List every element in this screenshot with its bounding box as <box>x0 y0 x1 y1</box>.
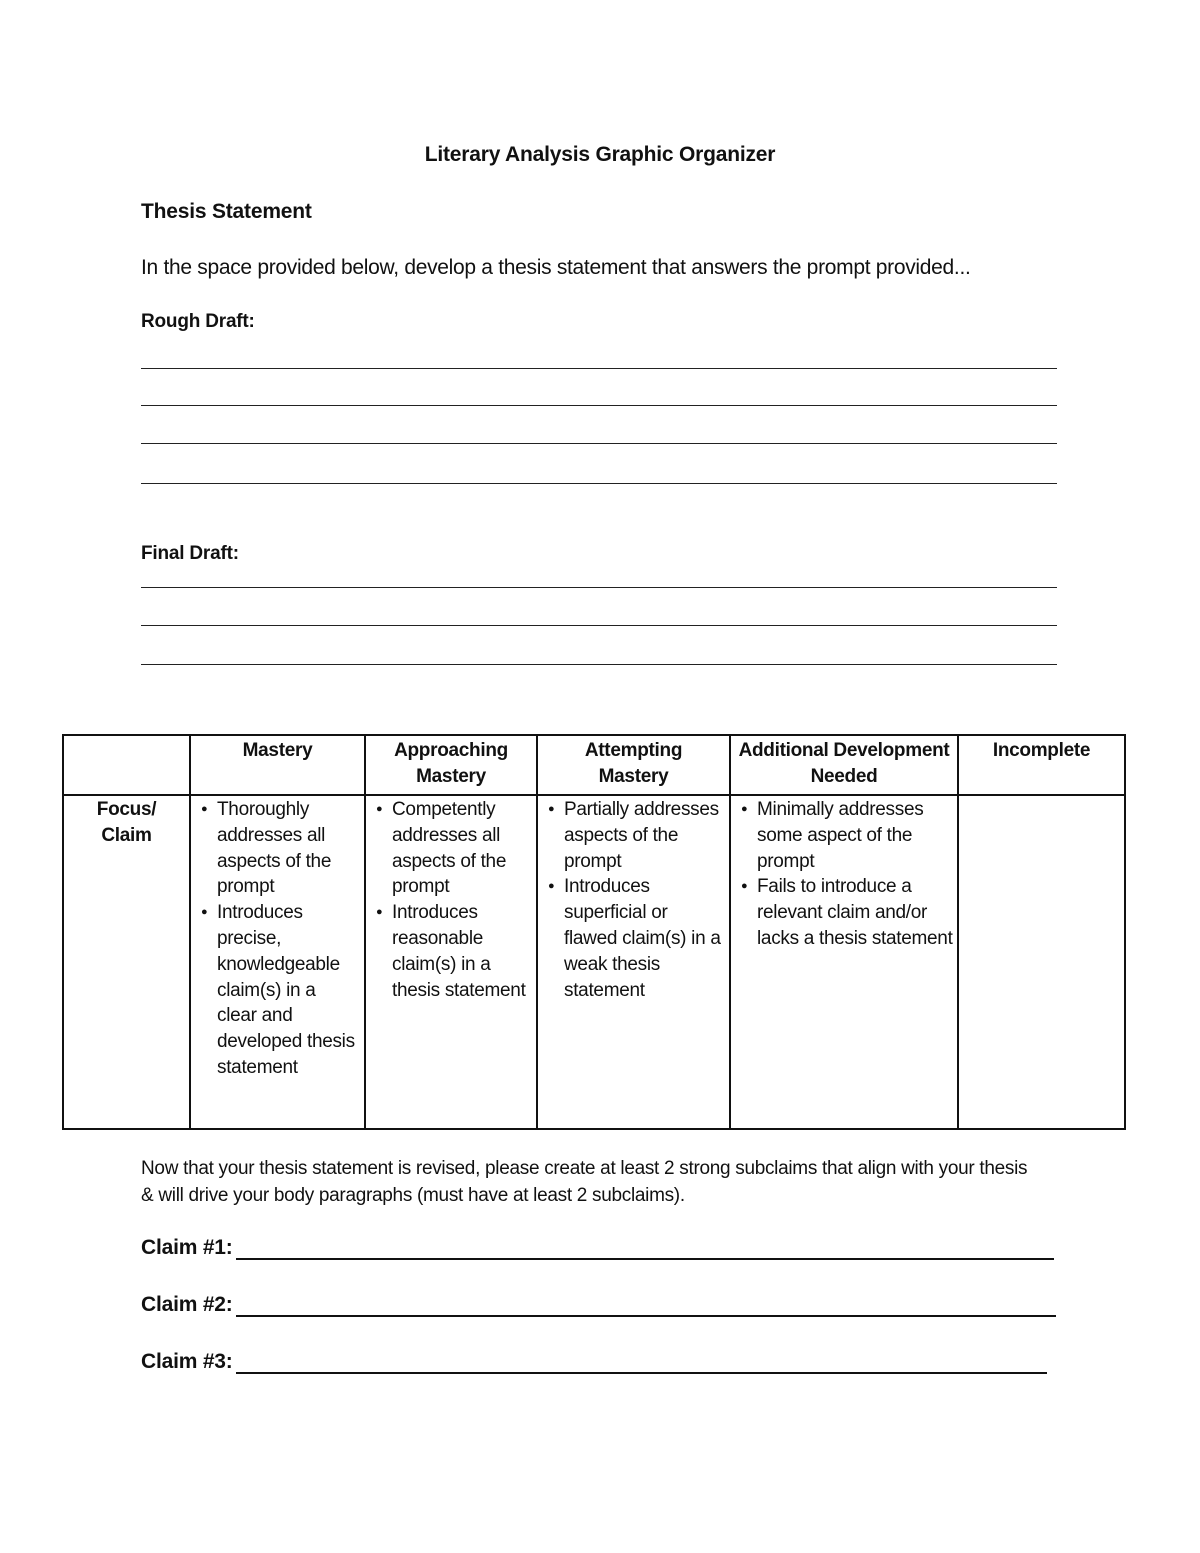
final-draft-line-1[interactable] <box>141 587 1057 588</box>
claim-2-blank[interactable] <box>236 1295 1056 1317</box>
rubric-cell-incomplete <box>958 795 1125 1129</box>
rubric-header-approaching: Approaching Mastery <box>365 735 537 795</box>
rubric-row-focus-claim <box>63 795 1125 1129</box>
claim-2 <box>141 1293 1056 1317</box>
rubric-cell-approaching <box>365 795 537 1129</box>
rough-draft-line-4[interactable] <box>141 483 1057 484</box>
list-item: ● Thoroughly addresses all aspects of the prompt <box>201 797 360 900</box>
subclaim-instructions: Now that your thesis statement is revised, please create at least 2 strong subclaims that align with your thesis & will drive your body paragraphs (must have at least 2 subclaims). <box>141 1158 1028 1206</box>
claim-1-blank[interactable] <box>236 1238 1054 1260</box>
rubric-cell-mastery <box>190 795 365 1129</box>
rubric-row-label <box>63 795 190 1129</box>
rubric-header-mastery: Mastery <box>190 735 365 795</box>
rubric-table <box>62 734 1126 1130</box>
rubric-header-attempting: Attempting Mastery <box>537 735 730 795</box>
list-item: ● Introduces reasonable claim(s) in a thesis statement <box>376 900 532 1003</box>
rough-draft-line-2[interactable] <box>141 405 1057 406</box>
final-draft-line-3[interactable] <box>141 664 1057 665</box>
claim-3-blank[interactable] <box>236 1352 1047 1374</box>
rubric-header-row <box>63 735 1125 795</box>
claim-3 <box>141 1350 1047 1374</box>
rubric-row-label-text: Focus/ Claim <box>96 799 157 846</box>
claim-3-label: Claim #3: <box>141 1350 233 1373</box>
rubric-header-incomplete: Incomplete <box>958 735 1125 795</box>
final-draft-line-2[interactable] <box>141 625 1057 626</box>
list-item: ● Introduces precise, knowledgeable claim(s) in a clear and developed thesis statement <box>201 900 360 1081</box>
rough-draft-line-3[interactable] <box>141 443 1057 444</box>
list-item: ● Partially addresses aspects of the prompt <box>548 797 725 874</box>
rubric-cell-additional <box>730 795 958 1129</box>
final-draft-label: Final Draft: <box>141 543 239 564</box>
claim-1-label: Claim #1: <box>141 1236 233 1259</box>
thesis-instructions: In the space provided below, develop a thesis statement that answers the prompt provided... <box>141 256 971 279</box>
document-title: Literary Analysis Graphic Organizer <box>424 143 776 166</box>
rubric-cell-attempting <box>537 795 730 1129</box>
rough-draft-label: Rough Draft: <box>141 311 255 332</box>
rubric-header-additional: Additional Development Needed <box>730 735 958 795</box>
claim-1 <box>141 1236 1054 1260</box>
rough-draft-line-1[interactable] <box>141 368 1057 369</box>
thesis-statement-heading: Thesis Statement <box>141 200 312 223</box>
claim-2-label: Claim #2: <box>141 1293 233 1316</box>
list-item: ● Minimally addresses some aspect of the prompt <box>741 797 953 874</box>
list-item: ● Introduces superficial or flawed claim(s) in a weak thesis statement <box>548 874 725 1003</box>
rubric-header-empty <box>63 735 190 795</box>
list-item: ● Fails to introduce a relevant claim and/or lacks a thesis statement <box>741 874 953 951</box>
list-item: ● Competently addresses all aspects of the prompt <box>376 797 532 900</box>
